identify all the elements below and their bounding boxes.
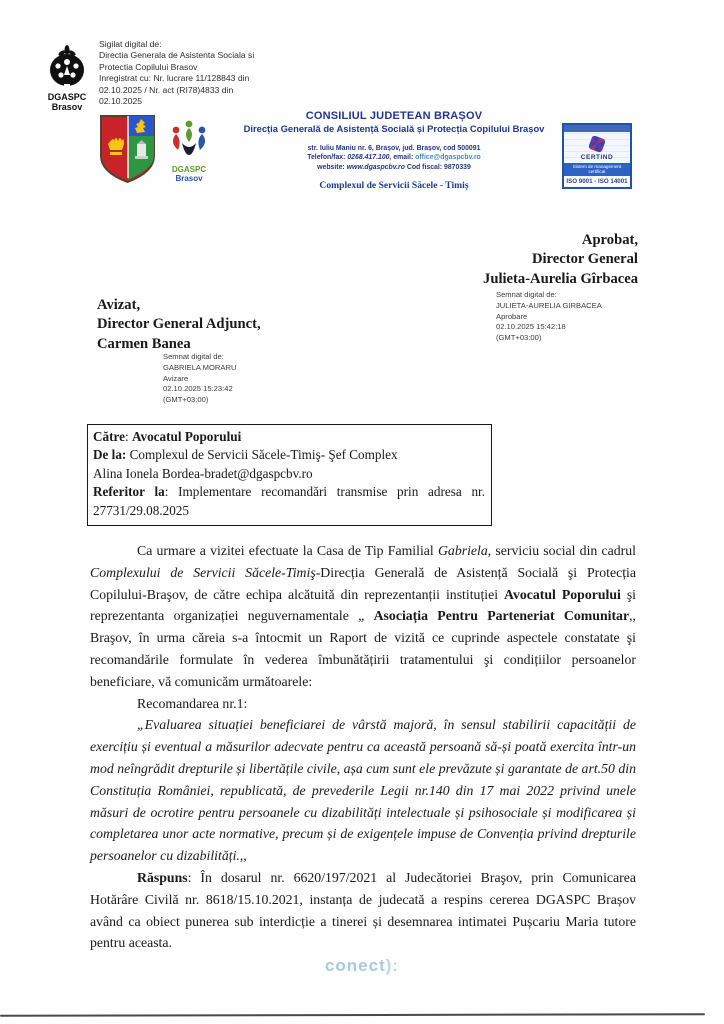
- iso-standards-text: ISO 9001 - ISO 14001: [564, 177, 630, 186]
- endorsement-block: [97, 296, 261, 354]
- approval-title: Aprobat,: [581, 232, 638, 248]
- endorsement-role: Director General Adjunct,: [97, 316, 261, 333]
- endorsement-digital-signature: [163, 352, 236, 406]
- dgaspc-logo-subtitle: Brasov: [175, 173, 203, 183]
- text-line: Avizare: [163, 373, 189, 383]
- text-line: 02.10.2025 / Nr. act (RI78)4833 din: [99, 84, 234, 95]
- text-line: (GMT+03:00): [163, 395, 209, 405]
- approval-digital-signature: [496, 290, 602, 344]
- text-line: JULIETA-AURELIA GIRBACEA: [496, 300, 602, 310]
- dgaspc-color-emblem-icon: [166, 117, 212, 161]
- approval-name: Julieta-Aurelia Gîrbacea: [483, 270, 638, 287]
- certind-logo: [564, 135, 630, 161]
- website-line: website: www.dgaspcbv.ro Cod fiscal: 9870339: [317, 163, 471, 171]
- dgaspc-color-logo: [160, 117, 218, 183]
- digital-seal-text: [99, 39, 254, 107]
- service-unit-title: Complexul de Servicii Săcele - Timiș: [319, 180, 469, 192]
- approval-role: Director General: [531, 251, 638, 268]
- phone-email-line: Telefon/fax: 0268.417.100, email: office@dgaspcbv.ro: [307, 154, 481, 162]
- certind-name: CERTIND: [580, 154, 614, 161]
- directorate-title: Direcția Generală de Asistență Socială și Protecția Copilului Brașov: [243, 123, 545, 134]
- website-url: www.dgaspcbv.ro: [346, 163, 405, 171]
- email-address: office@dgaspcbv.ro: [415, 154, 481, 162]
- seal-logo-subtitle: Brasov: [51, 102, 83, 112]
- council-title: CONSILIUL JUDETEAN BRAȘOV: [305, 110, 483, 122]
- iso-badge-topbar: [564, 125, 630, 132]
- watermark-mark: ):: [385, 956, 400, 975]
- recipient-to-line: Către: Avocatul Poporului: [93, 429, 242, 444]
- phone-number: 0268.417.100,: [347, 154, 392, 162]
- address-line: str. Iuliu Maniu nr. 6, Brașov, jud. Brașov, cod 500091: [307, 145, 481, 152]
- text-line: 02.10.2025 15:23:42: [163, 384, 233, 394]
- text-line: 02.10.2025 15:42:18: [496, 322, 566, 332]
- certind-pinwheel-icon: [588, 135, 606, 153]
- iso-banner-text: Sistem de management certificat: [564, 163, 630, 176]
- seal-logo-title: DGASPC: [47, 92, 87, 102]
- body-paragraph-recommendation-quote: „Evaluarea situației beneficiarei de vârstă majoră, în sensul stabilirii capacității de exercițiu și eventual a măsurilor adecvate pentru ca această persoană să-și poată exercita într-un mod neîngrădit drepturile și libertățile civile, așa cum sunt ele prevăzute și garantate de art.50 din Constituția României, republicată, de prevederile Legii nr.140 din 17 mai 2022 privind unele măsuri de ocrotire pentru persoanele cu dizabilități intelectuale și psihosociale și modificarea și completarea unor acte normative, precum și de exigențele impuse de Convenția privind drepturile persoanelor cu dizabilități.,,: [90, 717, 636, 864]
- recipient-subject-line: Referitor la: Implementare recomandări transmise prin adresa nr. 27731/29.08.2025: [93, 484, 486, 518]
- brasov-coat-of-arms-icon: [99, 114, 156, 189]
- recipient-from-line: De la: Complexul de Servicii Săcele-Timiş- Şef Complex: [93, 447, 398, 463]
- text-line: Sigilat digital de:: [99, 39, 162, 49]
- text-line: Inregistrat cu: Nr. lucrare 11/128843 din: [99, 73, 250, 84]
- letterhead: [226, 110, 562, 191]
- recipient-contact-line: Alina Ionela Bordea-bradet@dgaspcbv.ro: [93, 465, 313, 481]
- iso-certification-badge: [562, 123, 632, 189]
- approval-block: [380, 231, 638, 289]
- text-line: Semnat digital de:: [496, 290, 557, 299]
- body-paragraph-response: Răspuns: În dosarul nr. 6620/197/2021 al Judecătoriei Braşov, prin Comunicarea Hotărâre Civilă nr. 8618/15.10.2021, instanța de judecată a respins cererea DGASPC Brașov având ca obiect punerea sub interdicție a tinerei și desemnarea intimatei Pușcariu Maria tutore pentru aceasta.: [90, 869, 636, 951]
- dgaspc-logo-title: DGASPC: [171, 165, 207, 174]
- text-line: Aprobare: [496, 311, 528, 321]
- watermark-text: conect: [324, 956, 386, 975]
- endorsement-name: Carmen Banea: [97, 335, 191, 352]
- conect-watermark: [0, 956, 724, 976]
- letterhead-contact: [226, 144, 562, 172]
- text-line: Protectia Copilului Brasov: [99, 61, 198, 72]
- body-paragraph-intro: Ca urmare a vizitei efectuate la Casa de Tip Familial Gabriela, serviciu social din cadrul Complexului de Servicii Săcele-Timiş-Direcția Generală de Asistență Socială şi Protecția Copilului-Braşov, de către echipa alcătuită din reprezentanții instituției Avocatul Poporului şi reprezentanta organizației neguvernamentale „ Asociația Pentru Parteneriat Comunitar,, Braşov, în urma căreia s-a întocmit un Raport de vizită ce cuprinde aspectele constatate şi recomandările formulate în vederea îmbunătățirii tratamentului şi condițiilor persoanelor beneficiare, vă comunicăm următoarele:: [90, 543, 637, 689]
- recipient-box: [87, 424, 492, 526]
- dgaspc-black-emblem-icon: [40, 42, 94, 92]
- text-line: Semnat digital de:: [163, 352, 224, 361]
- text-line: Directia Generala de Asistenta Sociala si: [99, 50, 255, 61]
- text-line: 02.10.2025: [99, 96, 143, 107]
- endorsement-title: Avizat,: [97, 297, 141, 313]
- digital-seal-logo: [36, 42, 98, 112]
- text-line: GABRIELA MORARU: [163, 362, 237, 372]
- scan-edge-line: [0, 1013, 705, 1016]
- body-paragraph-recommendation-label: Recomandarea nr.1:: [137, 695, 248, 711]
- text-line: (GMT+03:00): [496, 333, 542, 343]
- letter-body: [90, 540, 636, 954]
